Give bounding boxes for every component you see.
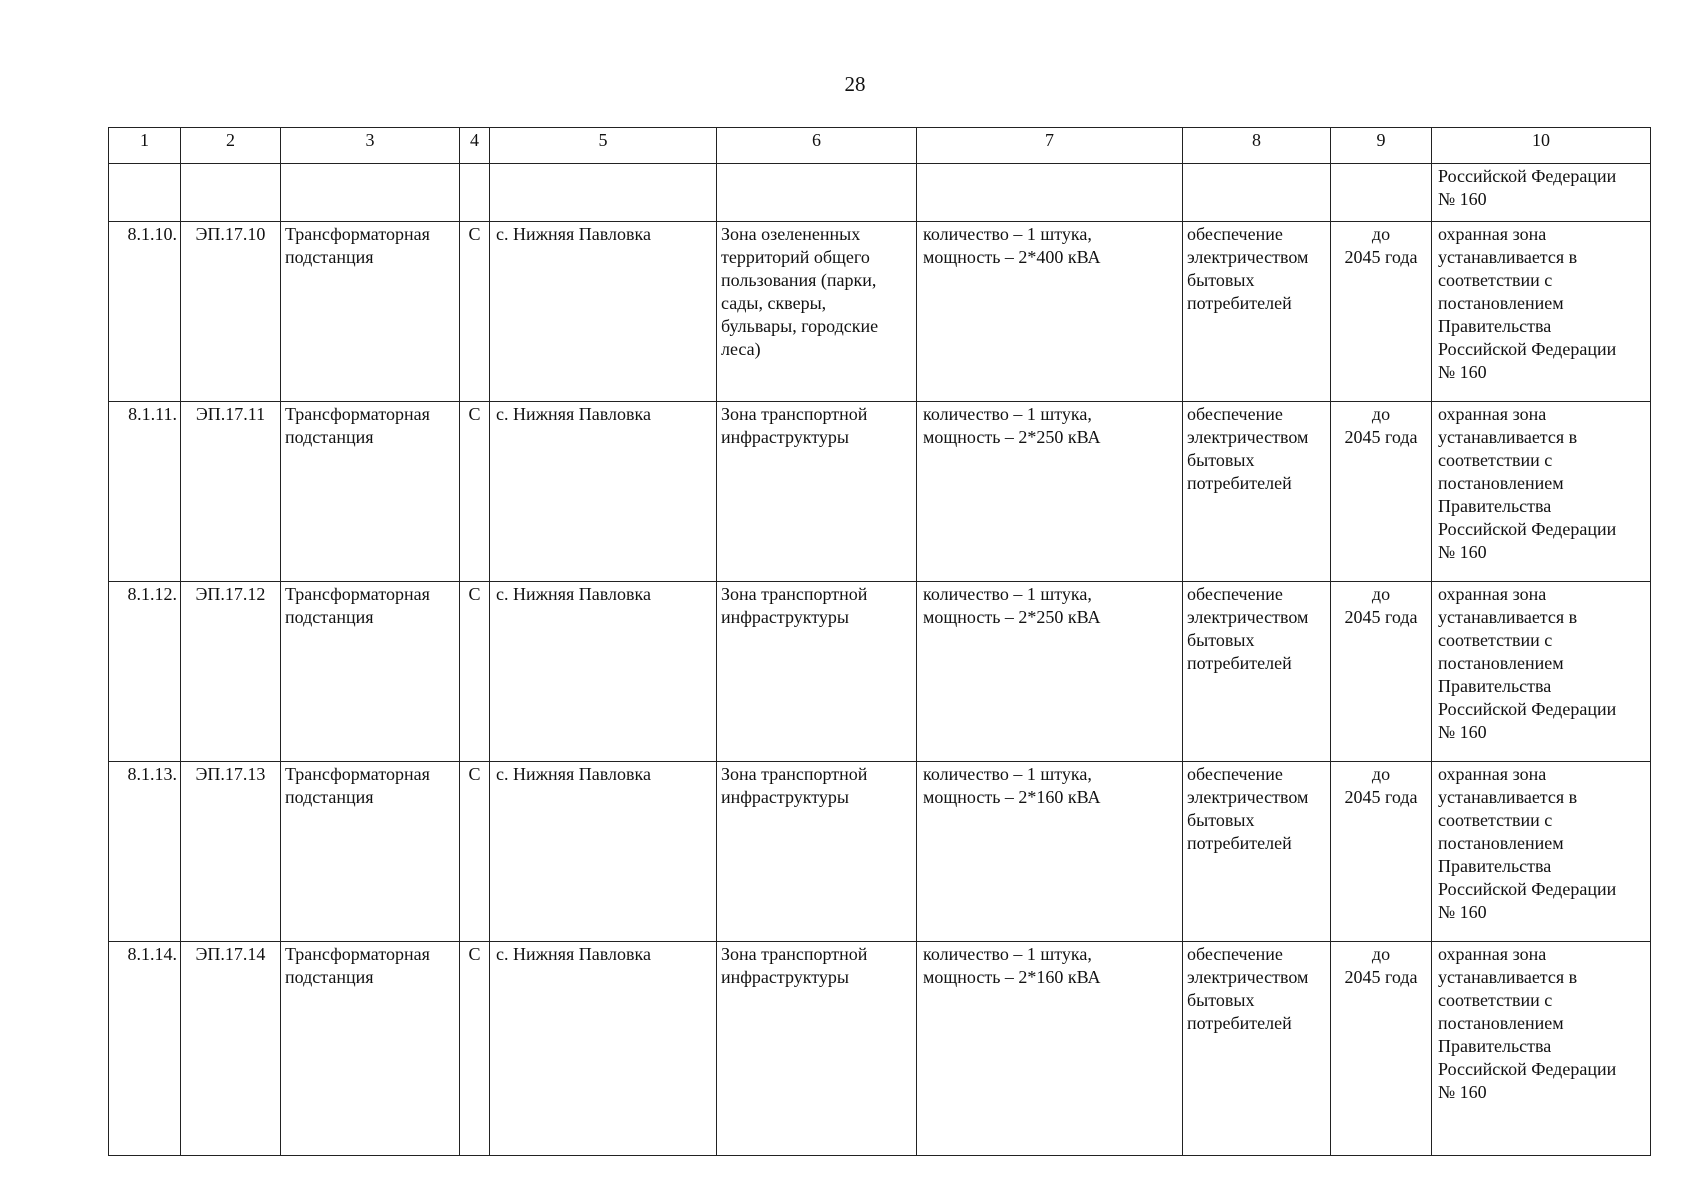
table-row [109, 582, 1651, 762]
object-code: ЭП.17.12 [181, 582, 281, 762]
table-row [109, 402, 1651, 582]
protection-zone-text: охранная зона устанавливается в соответствии с постановлением Правительства Российской Федерации № 160 [1438, 224, 1617, 382]
row-number: 8.1.13. [109, 762, 181, 942]
implementation-term: до 2045 года [1344, 944, 1418, 987]
header-cell-3: 3 [281, 128, 460, 164]
object-code: ЭП.17.11 [181, 402, 281, 582]
table-cell [109, 164, 181, 222]
functional-zone: Зона транспортной инфраструктуры [721, 944, 868, 987]
object-characteristics: количество – 1 штука, мощность – 2*250 кВА [923, 404, 1101, 447]
table-row [109, 942, 1651, 1156]
protection-zone-text: охранная зона устанавливается в соответствии с постановлением Правительства Российской Федерации № 160 [1438, 404, 1617, 562]
table-row [109, 762, 1651, 942]
object-code: ЭП.17.13 [181, 762, 281, 942]
functional-zone: Зона озелененных территорий общего пользования (парки, сады, скверы, бульвары, городские леса) [721, 224, 879, 359]
object-type: Трансформаторная подстанция [285, 764, 430, 807]
functional-zone: Зона транспортной инфраструктуры [721, 404, 868, 447]
implementation-term: до 2045 года [1344, 764, 1418, 807]
object-location: с. Нижняя Павловка [490, 222, 717, 402]
object-purpose: обеспечение электричеством бытовых потребителей [1187, 944, 1309, 1033]
protection-zone-text: Российской Федерации № 160 [1438, 166, 1617, 209]
table-cell [460, 164, 490, 222]
object-code: ЭП.17.14 [181, 942, 281, 1156]
object-characteristics: количество – 1 штука, мощность – 2*160 кВА [923, 944, 1101, 987]
table-cell [717, 164, 917, 222]
object-status: С [460, 402, 490, 582]
protection-zone-text: охранная зона устанавливается в соответствии с постановлением Правительства Российской Федерации № 160 [1438, 944, 1617, 1102]
table-cell [1432, 164, 1651, 222]
header-cell-4: 4 [460, 128, 490, 164]
object-location: с. Нижняя Павловка [490, 402, 717, 582]
table-cell [917, 164, 1183, 222]
object-location: с. Нижняя Павловка [490, 762, 717, 942]
object-type: Трансформаторная подстанция [285, 584, 430, 627]
object-location: с. Нижняя Павловка [490, 582, 717, 762]
row-number: 8.1.10. [109, 222, 181, 402]
functional-zone: Зона транспортной инфраструктуры [721, 584, 868, 627]
object-characteristics: количество – 1 штука, мощность – 2*400 кВА [923, 224, 1101, 267]
object-status: С [460, 582, 490, 762]
object-characteristics: количество – 1 штука, мощность – 2*250 кВА [923, 584, 1101, 627]
header-cell-2: 2 [181, 128, 281, 164]
object-purpose: обеспечение электричеством бытовых потребителей [1187, 764, 1309, 853]
protection-zone-text: охранная зона устанавливается в соответствии с постановлением Правительства Российской Федерации № 160 [1438, 584, 1617, 742]
objects-table [108, 127, 1651, 1156]
object-purpose: обеспечение электричеством бытовых потребителей [1187, 224, 1309, 313]
header-cell-1: 1 [109, 128, 181, 164]
object-purpose: обеспечение электричеством бытовых потребителей [1187, 584, 1309, 673]
object-type: Трансформаторная подстанция [285, 404, 430, 447]
implementation-term: до 2045 года [1344, 404, 1418, 447]
object-status: С [460, 222, 490, 402]
table-cell [181, 164, 281, 222]
header-cell-9: 9 [1331, 128, 1432, 164]
object-code: ЭП.17.10 [181, 222, 281, 402]
functional-zone: Зона транспортной инфраструктуры [721, 764, 868, 807]
protection-zone-text: охранная зона устанавливается в соответствии с постановлением Правительства Российской Федерации № 160 [1438, 764, 1617, 922]
object-purpose: обеспечение электричеством бытовых потребителей [1187, 404, 1309, 493]
table-cell [490, 164, 717, 222]
row-number: 8.1.14. [109, 942, 181, 1156]
implementation-term: до 2045 года [1344, 224, 1418, 267]
row-number: 8.1.12. [109, 582, 181, 762]
object-characteristics: количество – 1 штука, мощность – 2*160 кВА [923, 764, 1101, 807]
object-status: С [460, 762, 490, 942]
table-cell [1331, 164, 1432, 222]
table-cell [281, 164, 460, 222]
object-location: с. Нижняя Павловка [490, 942, 717, 1156]
object-type: Трансформаторная подстанция [285, 944, 430, 987]
header-row [109, 128, 1651, 164]
header-cell-8: 8 [1183, 128, 1331, 164]
continuation-row [109, 164, 1651, 222]
row-number: 8.1.11. [109, 402, 181, 582]
page-number: 28 [844, 72, 866, 96]
header-cell-5: 5 [490, 128, 717, 164]
table-cell [1183, 164, 1331, 222]
header-cell-7: 7 [917, 128, 1183, 164]
header-cell-6: 6 [717, 128, 917, 164]
implementation-term: до 2045 года [1344, 584, 1418, 627]
object-type: Трансформаторная подстанция [285, 224, 430, 267]
header-cell-10: 10 [1432, 128, 1651, 164]
object-status: С [460, 942, 490, 1156]
table-row [109, 222, 1651, 402]
